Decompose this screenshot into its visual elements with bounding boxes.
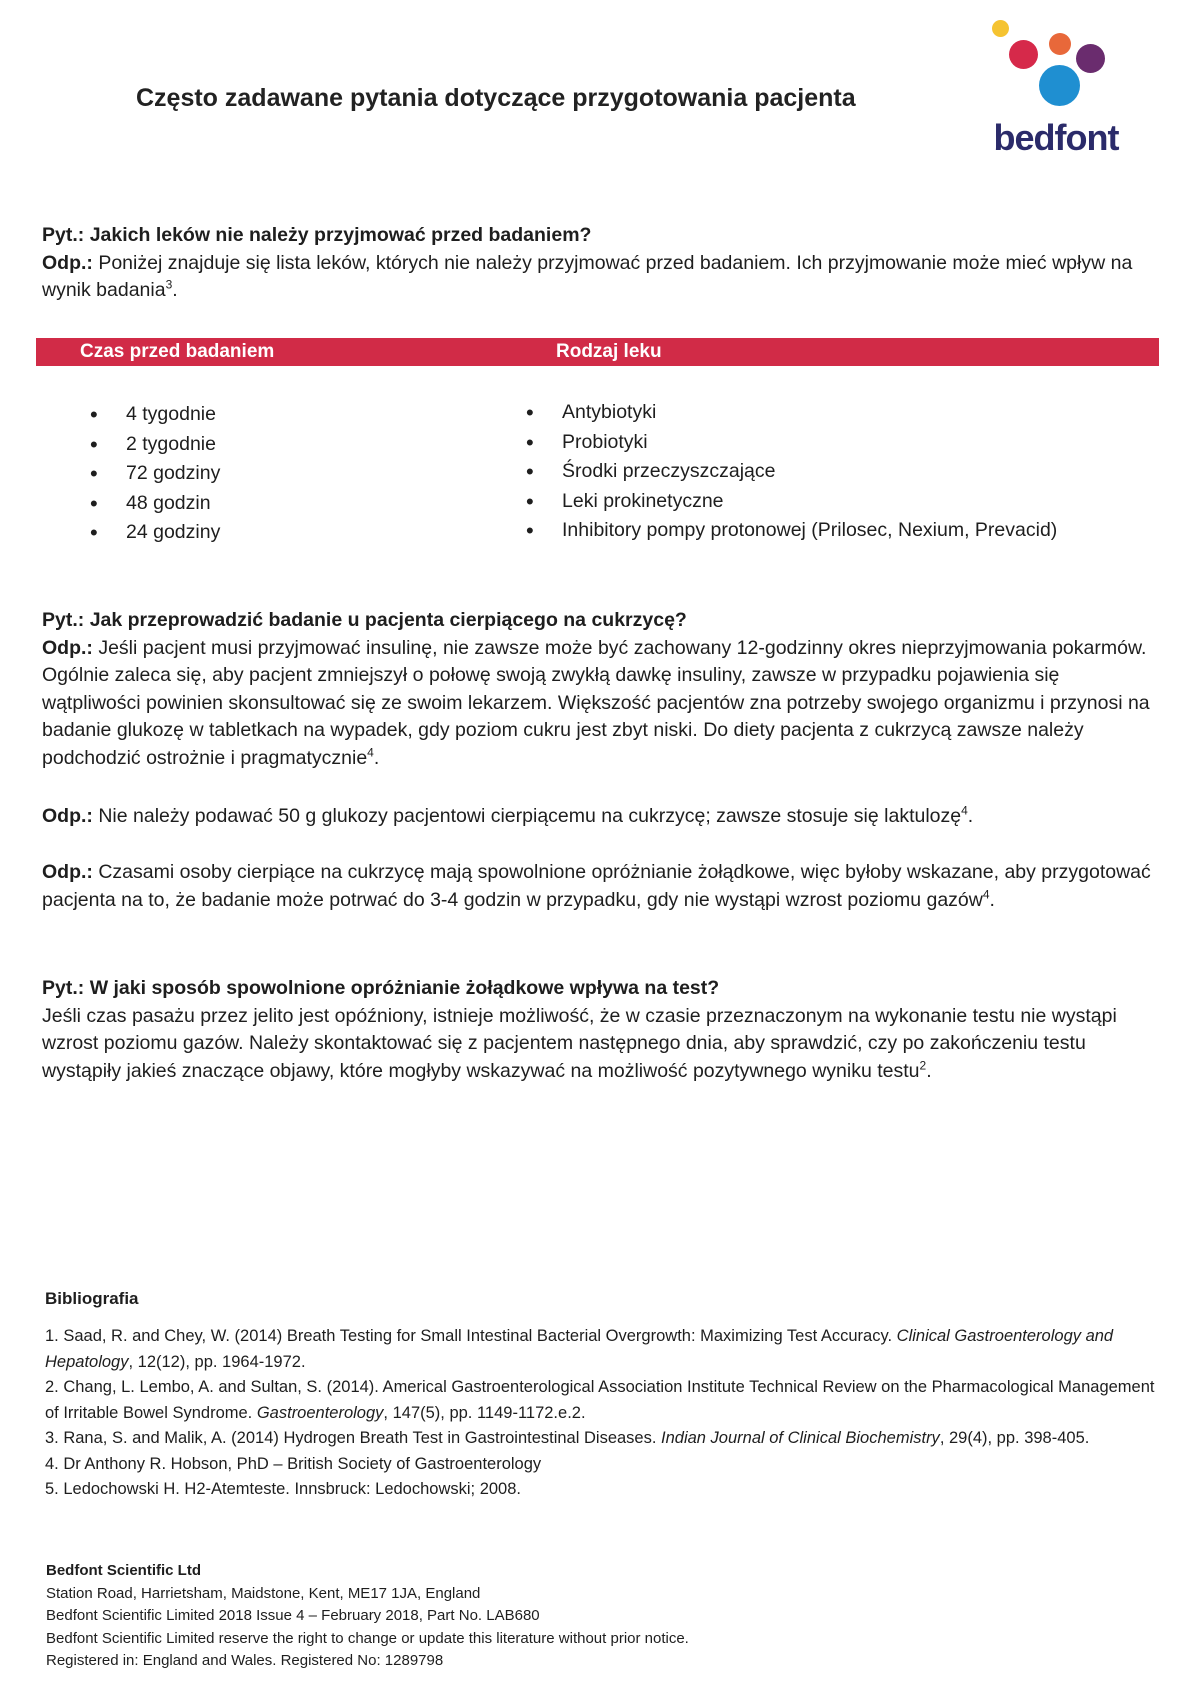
citation-sup: 4 — [961, 803, 968, 818]
question-label: Pyt.: — [42, 609, 85, 631]
qa1-question — [42, 222, 1154, 250]
logo-dot-blue — [1039, 65, 1080, 106]
drug-list — [524, 398, 1057, 546]
qa1-answer — [42, 250, 1154, 305]
answer-end: . — [926, 1059, 932, 1082]
qa1-block — [42, 222, 1154, 305]
answer-text: Czasami osoby cierpiące na cukrzycę mają spowolnione opróżnianie żołądkowe, więc byłoby wskazane, aby przygotować pacjenta na to, że badanie może potrwać do 3-4 godzin w przypadku, gdy nie wystąpi wzrost poziomu gazów — [42, 861, 1151, 911]
qa2-answer-3 — [42, 859, 1154, 914]
reference-text: 1. Saad, R. and Chey, W. (2014) Breath Testing for Small Intestinal Bacterial Overgrowth: Maximizing Test Accuracy. — [45, 1327, 897, 1345]
citation-sup: 4 — [367, 745, 374, 759]
qa3-block — [42, 975, 1154, 1085]
list-item: • Środki przeczyszczające — [524, 457, 1057, 487]
reference-journal: Gastroenterology — [256, 1403, 384, 1422]
answer-end: . — [989, 888, 995, 911]
logo-dot-red — [1009, 40, 1038, 69]
bibliography-title: Bibliografia — [45, 1289, 139, 1308]
answer-text: Jeśli czas pasażu przez jelito jest opóźniony, istnieje możliwość, że w czasie przeznaczonym na wykonanie testu nie wystąpi wzrost poziomu gazów. Należy skontaktować się z pacjentem następnego dnia, aby sprawdzić, czy po zakończeniu testu wystąpiły jakieś znaczące objawy, które mogłyby wskazywać na możliwość pozytywnego wyniku testu — [42, 1004, 1117, 1082]
answer-label: Odp.: — [42, 861, 93, 883]
list-item: • 2 tygodnie — [88, 430, 220, 460]
reference-journal: Clinical Gastroenterology and Hepatology — [45, 1327, 1114, 1371]
list-item: • Antybiotyki — [524, 398, 1057, 428]
answer-label: Odp.: — [42, 805, 93, 827]
logo-dot-yellow — [992, 20, 1009, 37]
answer-end: . — [373, 746, 380, 769]
reference-text: 3. Rana, S. and Malik, A. (2014) Hydrogen Breath Test in Gastrointestinal Diseases. — [45, 1429, 662, 1447]
question-text: Jak przeprowadzić badanie u pacjenta cierpiącego na cukrzycę? — [89, 609, 687, 631]
reference-item: 5. Ledochowski H. H2-Atemteste. Innsbruck: Ledochowski; 2008. — [45, 1480, 521, 1498]
issue-info: Bedfont Scientific Limited 2018 Issue 4 – February 2018, Part No. LAB680 — [46, 1607, 540, 1624]
list-item: • 4 tygodnie — [88, 400, 220, 430]
list-item: • 48 godzin — [88, 489, 220, 519]
answer-text: Nie należy podawać 50 g glukozy pacjentowi cierpiącemu na cukrzycę; zawsze stosuje się laktulozę — [98, 805, 962, 827]
reference-item — [45, 1426, 1155, 1452]
answer-text: Jeśli pacjent musi przyjmować insulinę, nie zawsze może być zachowany 12-godzinny okres nieprzyjmowania pokarmów. Ogólnie zaleca się, aby pacjent zmniejszył o połowę swoją zwykłą dawkę insuliny, zawsze w przypadku pojawienia się wątpliwości powinien skonsultować się ze swoim lekarzem. Większość pacjentów zna potrzeby swojego organizmu i przynosi na badanie glukozę w tabletkach na wypadek, gdy poziom cukru jest zbyt niski. Do diety pacjenta z cukrzycą zawsze należy podchodzić ostrożnie i pragmatycznie — [42, 636, 1150, 769]
col-drug-header: Rodzaj leku — [556, 341, 662, 362]
page-title: Często zadawane pytania dotyczące przygotowania pacjenta — [136, 84, 856, 112]
qa2-answer-2 — [42, 803, 1154, 831]
citation-sup: 4 — [982, 887, 990, 901]
answer-label: Odp.: — [42, 251, 93, 274]
qa3-question — [42, 975, 1154, 1003]
reference-text: 2. Chang, L. Lembo, A. and Sultan, S. (2014). Americal Gastroenterological Association Institute Technical Review on the Pharmacological Management of Irritable Bowel Syndrome. — [45, 1378, 1155, 1422]
answer-label: Odp.: — [42, 636, 93, 659]
question-label: Pyt.: — [42, 224, 85, 246]
qa3-answer — [42, 1003, 1154, 1086]
logo-dot-purple — [1076, 44, 1105, 73]
reference-text: , 12(12), pp. 1964-1972. — [128, 1352, 306, 1371]
reference-journal: Indian Journal of Clinical Biochemistry — [661, 1429, 940, 1447]
logo-text: bedfont — [993, 117, 1119, 158]
company-address: Station Road, Harrietsham, Maidstone, Kent, ME17 1JA, England — [46, 1584, 481, 1602]
qa2-answer-1 — [42, 635, 1154, 773]
table-header — [36, 338, 1159, 366]
citation-sup: 3 — [165, 277, 173, 292]
footer — [46, 1560, 689, 1673]
citation-sup: 2 — [919, 1058, 927, 1072]
bedfont-logo — [985, 20, 1135, 170]
registration-info: Registered in: England and Wales. Registered No: 1289798 — [46, 1652, 444, 1669]
question-label: Pyt.: — [42, 977, 85, 999]
reference-text: , 147(5), pp. 1149-1172.e.2. — [383, 1403, 586, 1422]
logo-dot-orange — [1049, 33, 1071, 55]
reference-item: 4. Dr Anthony R. Hobson, PhD – British Society of Gastroenterology — [45, 1454, 542, 1473]
notice-text: Bedfont Scientific Limited reserve the right to change or update this literature without prior notice. — [46, 1629, 689, 1647]
reference-item — [45, 1324, 1155, 1375]
question-text: Jakich leków nie należy przyjmować przed badaniem? — [89, 224, 592, 246]
list-item: • 24 godziny — [88, 518, 220, 548]
list-item: • Probiotyki — [524, 428, 1057, 458]
list-item: • 72 godziny — [88, 459, 220, 489]
reference-item — [45, 1375, 1155, 1426]
answer-end: . — [172, 279, 178, 301]
answer-end: . — [967, 805, 974, 827]
answer-text: Poniżej znajduje się lista leków, których nie należy przyjmować przed badaniem. Ich przyjmowanie może mieć wpływ na wynik badania — [42, 251, 1133, 301]
list-item: • Inhibitory pompy protonowej (Prilosec, Nexium, Prevacid) — [524, 516, 1057, 546]
bibliography-list — [45, 1324, 1155, 1503]
qa2-question — [42, 607, 1154, 635]
company-name: Bedfont Scientific Ltd — [46, 1562, 201, 1579]
col-time-header: Czas przed badaniem — [80, 341, 275, 362]
list-item: • Leki prokinetyczne — [524, 487, 1057, 517]
time-list — [88, 400, 220, 548]
question-text: W jaki sposób spowolnione opróżnianie żołądkowe wpływa na test? — [89, 977, 720, 999]
reference-text: , 29(4), pp. 398-405. — [939, 1429, 1090, 1447]
qa2-block — [42, 607, 1154, 772]
